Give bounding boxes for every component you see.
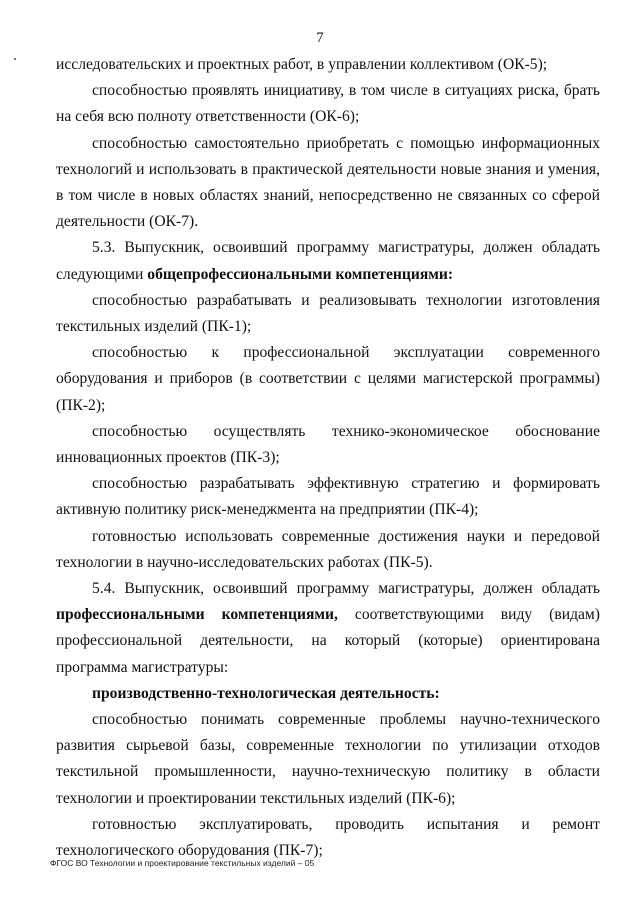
paragraph-ok5-continuation <box>56 52 600 78</box>
paragraph-text: 5.4. Выпускник, освоивший программу магистратуры, должен обладать <box>92 580 600 598</box>
page-footer: ФГОС ВО Технологии и проектирование текстильных изделий – 05 <box>50 858 315 868</box>
heading-text: производственно-технологическая деятельность: <box>92 684 440 702</box>
paragraph-text: способностью проявлять инициативу, в том числе в ситуациях риска, брать на себя всю полноту ответственности (ОК-6); <box>56 82 600 126</box>
paragraph-text: способностью разрабатывать эффективную стратегию и формировать активную политику риск-менеджмента на предприятии (ПК-4); <box>56 475 600 519</box>
paragraph-pk5 <box>56 524 600 576</box>
paragraph-ok6 <box>56 78 600 130</box>
paragraph-text: способностью разрабатывать и реализовывать технологии изготовления текстильных изделий (ПК-1); <box>56 291 600 336</box>
paragraph-pk6 <box>56 707 600 812</box>
paragraph-text: способностью самостоятельно приобретать с помощью информационных технологий и использовать в практической деятельности новые знания и умения, в том числе в новых областях знаний, непосредственно не связанных со сферой деятельности (ОК-7). <box>56 134 600 231</box>
paragraph-text: готовностью использовать современные достижения науки и передовой технологии в научно-исследовательских работах (ПК-5). <box>56 527 600 571</box>
paragraph-5-4 <box>56 576 600 681</box>
bold-term: общепрофессиональными компетенциями: <box>147 265 454 283</box>
page-number: 7 <box>316 30 324 46</box>
document-body <box>56 52 600 864</box>
paragraph-text: способностью к профессиональной эксплуатации современного оборудования и приборов (в соответствии с целями магистерской программы) (ПК-2); <box>56 344 600 414</box>
paragraph-5-3 <box>56 235 600 287</box>
paragraph-text: способностью понимать современные проблемы научно-технического развития сырьевой базы, современные технологии по утилизации отходов текстильной промышленности, научно-техническую политику в области технологии и проектировании текстильных изделий (ПК-6); <box>56 711 600 807</box>
paragraph-ok7 <box>56 131 600 236</box>
scan-speck <box>14 58 16 60</box>
paragraph-pk4 <box>56 471 600 523</box>
paragraph-text: способностью осуществлять технико-экономическое обоснование инновационных проектов (ПК-3); <box>56 422 600 467</box>
section-heading <box>56 681 600 707</box>
paragraph-text: соответствующими виду (видам) профессиональной деятельности, на который (которые) ориентирована программа магистратуры: <box>56 606 600 676</box>
paragraph-pk2 <box>56 340 600 419</box>
paragraph-pk1 <box>56 288 600 340</box>
paragraph-text: исследовательских и проектных работ, в управлении коллективом (ОК-5); <box>56 56 548 73</box>
bold-term: профессиональными компетенциями, <box>56 606 338 624</box>
paragraph-text: 5.3. Выпускник, освоивший программу магистратуры, должен обладать следующими <box>56 239 600 283</box>
paragraph-text: готовностью эксплуатировать, проводить испытания и ремонт технологического оборудования (ПК-7); <box>56 815 600 860</box>
paragraph-pk3 <box>56 419 600 471</box>
paragraph-pk7 <box>56 812 600 864</box>
